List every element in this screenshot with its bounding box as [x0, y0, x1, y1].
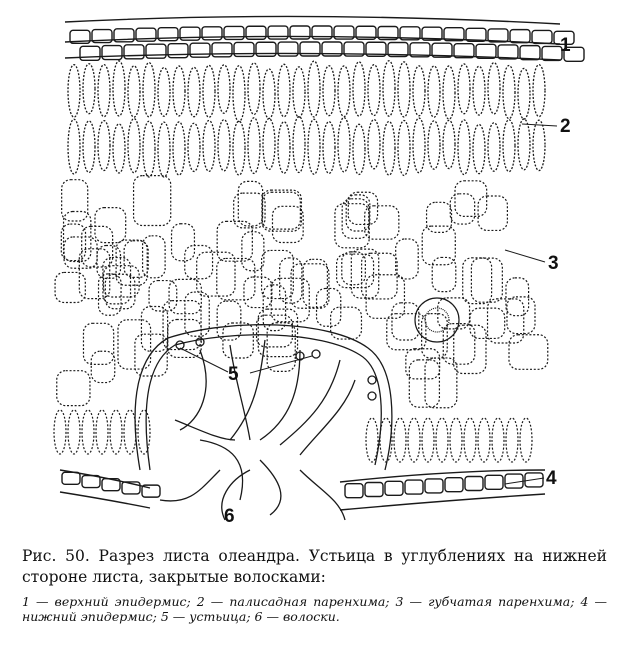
lower-cell — [96, 410, 108, 454]
palisade-cell — [233, 121, 245, 175]
palisade-cell — [518, 68, 530, 119]
lower-cell — [110, 410, 122, 454]
palisade-cell — [473, 66, 485, 115]
palisade-cell — [338, 118, 350, 172]
epidermis-cell — [542, 46, 562, 60]
palisade-cell — [113, 124, 125, 173]
palisade-cell — [263, 69, 275, 119]
spongy-cell — [83, 323, 113, 364]
hair — [300, 470, 345, 520]
epidermis-cell — [146, 44, 166, 58]
palisade-cell — [68, 65, 80, 117]
palisade-cell — [308, 61, 320, 117]
palisade-cell — [533, 65, 545, 117]
lower-cell — [436, 418, 448, 462]
lower-cell — [450, 418, 462, 462]
spongy-cell — [463, 258, 492, 304]
epidermis-cell — [345, 484, 363, 498]
palisade-cell — [158, 68, 170, 117]
caption-main-text: Рис. 50. Разрез листа олеандра. Устьица в углублениях на нижней стороне листа, закрытые волосками: — [22, 547, 607, 586]
palisade-cell — [398, 120, 410, 175]
palisade-cell — [293, 117, 305, 173]
label-3: 3 — [548, 253, 559, 274]
palisade-cell — [398, 62, 410, 117]
palisade-cell — [278, 64, 290, 116]
lower-cell — [138, 410, 150, 454]
palisade-cell — [83, 64, 95, 114]
crypt-wall — [146, 335, 381, 470]
palisade-cell — [278, 122, 290, 174]
spongy-cell — [427, 202, 452, 232]
spongy-parenchyma — [54, 176, 548, 462]
hairs — [160, 340, 355, 520]
spongy-cell — [197, 252, 235, 296]
epidermis-outline — [65, 16, 560, 24]
spongy-cell — [168, 319, 201, 357]
lower-cell — [54, 410, 66, 454]
spongy-cell — [244, 277, 272, 308]
stoma — [368, 376, 376, 384]
spongy-cell — [91, 351, 114, 382]
spongy-cell — [57, 371, 90, 406]
palisade-cell — [68, 119, 80, 174]
palisade-cell — [503, 65, 515, 118]
epidermis-cell — [168, 44, 188, 58]
epidermis-cell — [124, 45, 144, 59]
caption-legend-text: 1 — верхний эпидермис; 2 — палисадная паренхима; 3 — губчатая паренхима; 4 — нижний эпидермис; 5 — устьица; 6 — волоски. — [22, 594, 607, 624]
spongy-cell — [149, 281, 177, 311]
palisade-cell — [188, 67, 200, 116]
lower-cell — [478, 418, 490, 462]
palisade-cell — [338, 66, 350, 117]
hair — [300, 380, 355, 455]
hair — [280, 360, 340, 445]
spongy-cell — [217, 301, 241, 340]
spongy-cell — [141, 307, 167, 352]
spongy-cell — [387, 314, 426, 350]
spongy-cell — [172, 224, 195, 261]
epidermis-cell — [82, 476, 100, 488]
stomatal-crypt — [135, 325, 392, 470]
leader-line — [180, 348, 228, 372]
palisade-cell — [353, 124, 365, 174]
palisade-cell — [413, 66, 425, 116]
palisade-cell — [488, 63, 500, 114]
crystal-cell — [415, 298, 459, 342]
lower-cell — [506, 418, 518, 462]
epidermis-cell — [62, 472, 80, 484]
lower-cell — [422, 418, 434, 462]
palisade-cell — [323, 122, 335, 174]
spongy-cell — [362, 253, 398, 299]
lower-cell — [366, 418, 378, 462]
palisade-cell — [83, 121, 95, 173]
palisade-cell — [173, 122, 185, 175]
spongy-cell — [478, 196, 507, 230]
palisade-cell — [368, 65, 380, 116]
label-1: 1 — [560, 35, 571, 56]
spongy-cell — [455, 181, 487, 217]
palisade-cell — [533, 120, 545, 170]
label-5: 5 — [228, 364, 239, 385]
figure-caption — [22, 546, 607, 624]
palisade-cell — [458, 64, 470, 114]
palisade-parenchyma — [68, 61, 545, 177]
palisade-cell — [413, 118, 425, 173]
label-4: 4 — [546, 468, 557, 489]
palisade-cell — [173, 66, 185, 116]
leader-lines — [180, 42, 557, 484]
hair — [175, 420, 235, 440]
spongy-cell — [409, 360, 439, 407]
epidermis-cell — [498, 45, 518, 59]
palisade-cell — [323, 66, 335, 116]
spongy-cell — [262, 190, 302, 231]
spongy-cell — [217, 221, 252, 261]
lower-cell — [68, 410, 80, 454]
spongy-cell — [99, 274, 122, 315]
spongy-cell — [366, 275, 404, 319]
spongy-cell — [450, 194, 474, 224]
palisade-cell — [188, 123, 200, 171]
palisade-cell — [383, 61, 395, 116]
palisade-cell — [113, 61, 125, 116]
palisade-cell — [308, 119, 320, 174]
spongy-cell — [61, 224, 85, 261]
spongy-cell — [396, 239, 419, 279]
palisade-cell — [458, 120, 470, 175]
epidermis-cell — [365, 483, 383, 497]
label-2: 2 — [560, 116, 571, 137]
palisade-cell — [383, 121, 395, 175]
lower-cell — [408, 418, 420, 462]
epidermis-cell — [510, 30, 530, 43]
hair — [180, 350, 206, 430]
palisade-cell — [128, 66, 140, 117]
palisade-cell — [203, 121, 215, 172]
palisade-cell — [143, 63, 155, 117]
spongy-cell — [79, 249, 109, 299]
epidermis-cell — [520, 46, 540, 60]
epidermis-cell — [190, 43, 210, 57]
epidermis-cell — [405, 480, 423, 494]
epidermis-cell — [102, 46, 122, 60]
spongy-cell — [509, 335, 548, 370]
epidermis-cell — [505, 474, 523, 488]
palisade-cell — [98, 65, 110, 117]
epidermis-cell — [488, 29, 508, 42]
lower-cell — [464, 418, 476, 462]
spongy-cell — [331, 307, 362, 339]
palisade-cell — [143, 121, 155, 177]
leader-line — [505, 250, 545, 262]
palisade-cell — [443, 120, 455, 168]
palisade-cell — [218, 65, 230, 113]
spongy-cell — [95, 208, 126, 243]
palisade-cell — [158, 122, 170, 177]
spongy-cell — [262, 192, 300, 229]
epidermis-cell — [425, 479, 443, 493]
lower-cell — [492, 418, 504, 462]
spongy-cell — [217, 258, 255, 299]
spongy-cell — [471, 258, 502, 302]
spongy-cell — [124, 241, 148, 278]
palisade-cell — [518, 119, 530, 170]
spongy-cell — [134, 176, 171, 226]
upper-epidermis — [65, 16, 584, 61]
spongy-cell — [303, 259, 327, 307]
palisade-cell — [443, 66, 455, 119]
epidermis-cell — [485, 475, 503, 489]
palisade-cell — [428, 121, 440, 169]
spongy-cell — [55, 272, 85, 302]
spongy-cell — [64, 237, 97, 268]
hair — [200, 440, 243, 500]
palisade-cell — [368, 120, 380, 169]
epidermis-cell — [465, 477, 483, 491]
palisade-cell — [98, 121, 110, 171]
epidermis-cell — [445, 478, 463, 492]
epidermis-cell — [385, 481, 403, 495]
spongy-cell — [223, 323, 253, 358]
palisade-cell — [248, 118, 260, 174]
palisade-cell — [503, 120, 515, 172]
epidermis-cell — [80, 46, 100, 60]
stoma — [368, 392, 376, 400]
label-6: 6 — [224, 506, 235, 527]
palisade-cell — [353, 62, 365, 116]
palisade-cell — [488, 123, 500, 171]
spongy-cell — [348, 192, 377, 224]
epidermis-cell — [532, 30, 552, 43]
palisade-cell — [128, 119, 140, 173]
lower-epidermis — [60, 470, 545, 510]
palisade-cell — [203, 65, 215, 117]
spongy-cell — [238, 181, 262, 226]
spongy-cell — [143, 236, 166, 278]
lower-cell — [520, 418, 532, 462]
palisade-cell — [473, 124, 485, 173]
palisade-cell — [233, 66, 245, 122]
leader-line — [250, 356, 312, 373]
palisade-cell — [248, 63, 260, 115]
hair — [260, 460, 281, 515]
lower-cell — [124, 410, 136, 454]
spongy-cell — [185, 246, 213, 279]
spongy-cell — [263, 285, 285, 331]
palisade-cell — [218, 120, 230, 171]
hair — [260, 350, 300, 440]
stoma — [312, 350, 320, 358]
palisade-cell — [263, 119, 275, 170]
epidermis-cell — [234, 42, 254, 56]
spongy-cell — [346, 195, 370, 231]
spongy-cell — [454, 325, 486, 373]
lower-cell — [394, 418, 406, 462]
palisade-cell — [428, 66, 440, 117]
hair — [160, 470, 220, 501]
epidermis-cell — [212, 43, 232, 57]
palisade-cell — [293, 67, 305, 117]
spongy-cell — [425, 358, 457, 408]
lower-cell — [82, 410, 94, 454]
spongy-cell — [438, 298, 470, 329]
spongy-cell — [272, 206, 303, 242]
spongy-cell — [335, 204, 369, 248]
